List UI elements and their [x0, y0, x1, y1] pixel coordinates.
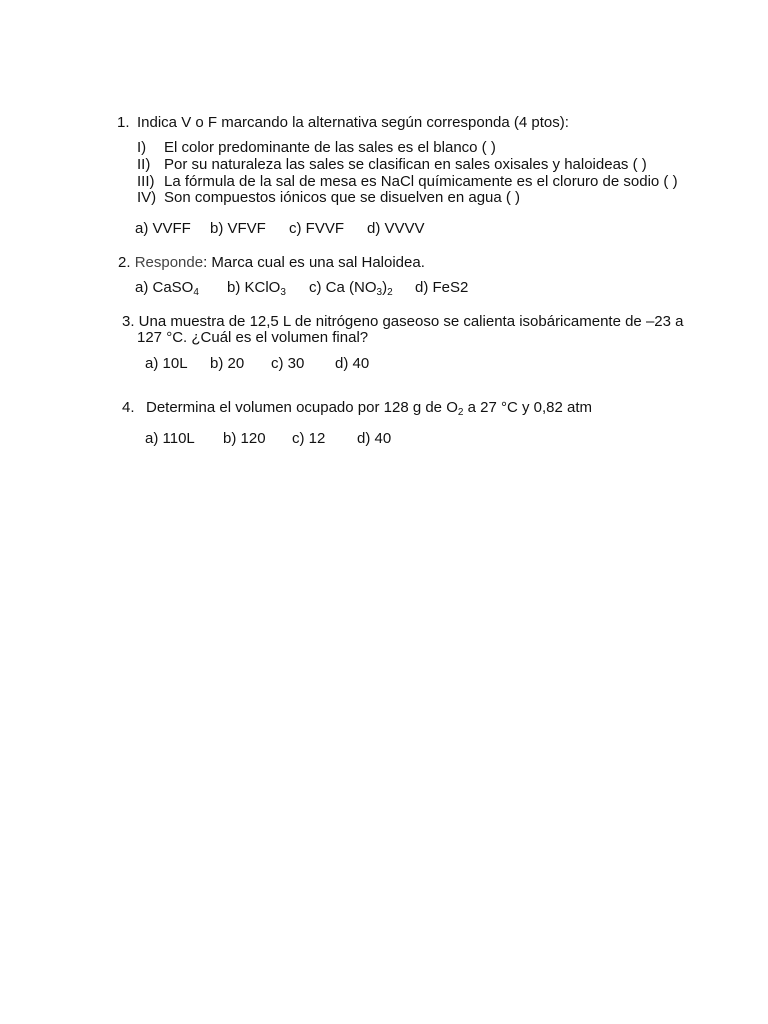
- q2-option-b-text: b) KClO: [227, 279, 281, 296]
- q2-option-c-paren: ): [382, 279, 388, 296]
- statement-4-text: Son compuestos iónicos que se disuelven en agua ( ): [164, 189, 521, 206]
- q4-option-b[interactable]: b) 120: [223, 430, 266, 447]
- question-3-line-2: 127 °C. ¿Cuál es el volumen final?: [137, 329, 369, 346]
- question-2-label: Responde: [134, 254, 204, 271]
- question-4-text-pre: Determina el volumen ocupado por 128 g de O: [146, 399, 458, 416]
- q2-option-d[interactable]: d) FeS2: [415, 279, 469, 296]
- q3-option-c[interactable]: c) 30: [271, 355, 305, 372]
- statement-3-text: La fórmula de la sal de mesa es NaCl químicamente es el cloruro de sodio ( ): [164, 173, 678, 190]
- question-4-subscript: 2: [457, 407, 464, 418]
- question-4-text: [146, 399, 592, 417]
- q2-option-b[interactable]: [227, 279, 286, 297]
- statement-2-roman: II): [137, 156, 151, 173]
- statement-1-roman: I): [137, 139, 147, 156]
- question-1-number: 1.: [117, 114, 130, 131]
- question-2-number: 2.: [118, 254, 131, 271]
- q1-option-c[interactable]: c) FVVF: [289, 220, 344, 237]
- statement-2-text: Por su naturaleza las sales se clasifican en sales oxisales y haloideas ( ): [164, 156, 647, 173]
- q2-option-b-subscript: 3: [280, 287, 286, 298]
- statement-3-roman: III): [137, 173, 155, 190]
- question-4-number: 4.: [122, 399, 135, 416]
- q1-option-a[interactable]: a) VVFF: [135, 220, 191, 237]
- q2-option-a-subscript: 4: [193, 287, 199, 298]
- q4-option-c[interactable]: c) 12: [292, 430, 326, 447]
- statement-1-text: El color predominante de las sales es el blanco ( ): [164, 139, 496, 156]
- q2-option-c-subscript-1: 3: [376, 287, 383, 298]
- statement-4-roman: IV): [137, 189, 157, 206]
- q2-option-c-subscript-2: 2: [387, 287, 393, 298]
- question-1-text: Indica V o F marcando la alternativa según corresponda (4 ptos):: [137, 114, 569, 131]
- question-2-prompt: : Marca cual es una sal Haloidea.: [203, 254, 425, 271]
- question-2-text: [118, 254, 425, 272]
- q2-option-a[interactable]: [135, 279, 199, 297]
- q2-option-a-text: a) CaSO: [135, 279, 194, 296]
- q4-option-d[interactable]: d) 40: [357, 430, 392, 447]
- q2-option-c-text: c) Ca (NO: [309, 279, 377, 296]
- question-4-text-post: a 27 °C y 0,82 atm: [463, 399, 592, 416]
- q1-option-b[interactable]: b) VFVF: [210, 220, 266, 237]
- q3-option-d[interactable]: d) 40: [335, 355, 370, 372]
- question-3-line-1: 3. Una muestra de 12,5 L de nitrógeno gaseoso se calienta isobáricamente de –23 a: [122, 313, 684, 330]
- q3-option-b[interactable]: b) 20: [210, 355, 245, 372]
- q3-option-a[interactable]: a) 10L: [145, 355, 188, 372]
- q1-option-d[interactable]: d) VVVV: [367, 220, 425, 237]
- q2-option-c[interactable]: [309, 279, 393, 297]
- q4-option-a[interactable]: a) 110L: [145, 430, 195, 447]
